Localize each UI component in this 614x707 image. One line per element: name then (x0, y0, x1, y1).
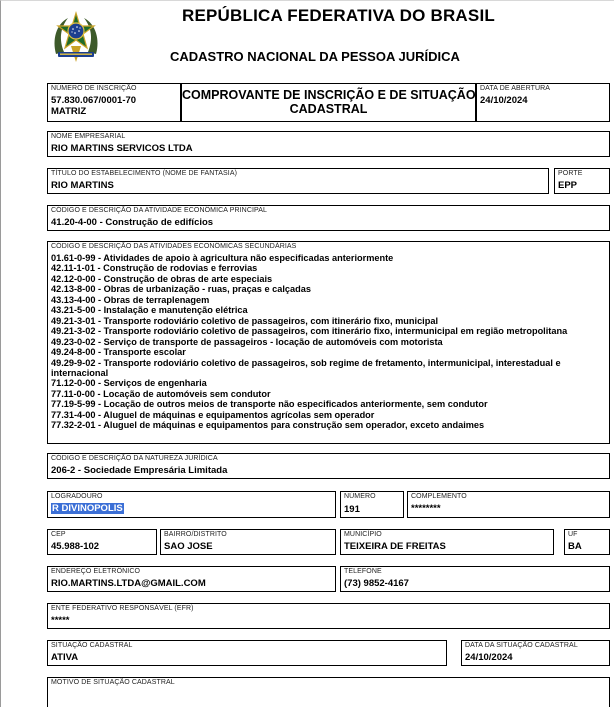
list-item: 42.11-1-01 - Construção de rodovias e ferrovias (51, 263, 258, 274)
logradouro-label: LOGRADOURO (51, 493, 103, 500)
efr-box (47, 603, 610, 629)
list-item: internacional (51, 367, 109, 378)
telefone-box (340, 566, 610, 592)
list-item: 49.21-3-01 - Transporte rodoviário coletivo de passageiros, com itinerário fixo, municipal (51, 315, 439, 326)
fantasia-box (47, 168, 549, 194)
atividade-principal-value: 41.20-4-00 - Construção de edifícios (51, 217, 214, 228)
nome-empresarial-label: NOME EMPRESARIAL (51, 133, 126, 140)
situacao-box (47, 640, 447, 666)
nome-empresarial-box (47, 131, 610, 157)
uf-label: UF (568, 531, 578, 538)
list-item: 49.23-0-02 - Serviço de transporte de passageiros - locação de automóveis com motorista (51, 336, 443, 347)
data-situacao-value: 24/10/2024 (465, 652, 513, 663)
list-item: 49.21-3-02 - Transporte rodoviário coletivo de passageiros, com itinerário fixo, intermunicipal em região metropolitana (51, 326, 568, 337)
trade-name: RIO MARTINS (51, 180, 114, 191)
natureza-juridica-label: CÓDIGO E DESCRIÇÃO DA NATUREZA JURÍDICA (51, 455, 218, 462)
porte-value: EPP (558, 180, 578, 191)
abertura-label: DATA DE ABERTURA (480, 85, 551, 92)
email-label: ENDEREÇO ELETRÔNICO (51, 568, 141, 575)
numero-label: NÚMERO (344, 493, 376, 500)
list-item: 01.61-0-99 - Atividades de apoio à agricultura não especificadas anteriormente (51, 253, 394, 263)
data-situacao-box (461, 640, 610, 666)
establishment-type: MATRIZ (51, 106, 87, 117)
list-item: 77.32-2-01 - Aluguel de máquinas e equipamentos para construção sem operador, exceto andaimes (51, 420, 485, 431)
fantasia-label: TÍTULO DO ESTABELECIMENTO (NOME DE FANTASIA) (51, 170, 238, 177)
list-item: 77.31-4-00 - Aluguel de máquinas e equipamentos agrícolas sem operador (51, 409, 375, 420)
municipio-value: TEIXEIRA DE FREITAS (344, 541, 446, 552)
comprovante-title-line1: COMPROVANTE DE INSCRIÇÃO E DE SITUAÇÃO (182, 88, 476, 102)
complemento-label: COMPLEMENTO (411, 493, 467, 500)
cep-box (47, 529, 157, 555)
email-box (47, 566, 336, 592)
efr-value: ***** (51, 615, 70, 626)
republic-title: REPÚBLICA FEDERATIVA DO BRASIL (182, 6, 495, 25)
porte-box (554, 168, 610, 194)
bairro-box (160, 529, 336, 555)
abertura-date: 24/10/2024 (480, 95, 528, 106)
list-item: 77.19-5-99 - Locação de outros meios de transporte não especificados anteriormente, sem condutor (51, 399, 488, 410)
telefone-label: TELEFONE (344, 568, 382, 575)
municipio-label: MUNICÍPIO (344, 531, 382, 538)
list-item: 49.29-9-02 - Transporte rodoviário coletivo de passageiros, sob regime de fretamento, intermunicipal, interestadual e (51, 357, 561, 368)
situacao-label: SITUAÇÃO CADASTRAL (51, 642, 133, 649)
motivo-label: MOTIVO DE SITUAÇÃO CADASTRAL (51, 679, 175, 686)
complemento-value: ******** (411, 503, 441, 514)
complemento-box (407, 491, 610, 518)
uf-value: BA (568, 541, 582, 552)
list-item: 71.12-0-00 - Serviços de engenharia (51, 378, 207, 389)
telefone-value: (73) 9852-4167 (344, 578, 409, 589)
logradouro-value-wrap (51, 503, 124, 514)
numero-box (340, 491, 404, 518)
porte-label: PORTE (558, 170, 583, 177)
street-name[interactable]: R DIVINOPOLIS (52, 503, 123, 514)
situacao-value: ATIVA (51, 652, 79, 663)
brazil-coat-of-arms-icon (50, 10, 102, 66)
atividade-principal-label: CÓDIGO E DESCRIÇÃO DA ATIVIDADE ECONÔMICA PRINCIPAL (51, 207, 268, 214)
municipio-box (340, 529, 554, 555)
data-situacao-label: DATA DA SITUAÇÃO CADASTRAL (465, 642, 578, 649)
list-item: 49.24-8-00 - Transporte escolar (51, 347, 186, 358)
bairro-value: SAO JOSE (164, 541, 213, 552)
list-item: 77.11-0-00 - Locação de automóveis sem condutor (51, 388, 271, 399)
inscricao-box (47, 83, 181, 122)
cep-value: 45.988-102 (51, 541, 100, 552)
list-item: 42.13-8-00 - Obras de urbanização - ruas, praças e calçadas (51, 284, 311, 295)
natureza-juridica-value: 206-2 - Sociedade Empresária Limitada (51, 465, 228, 476)
atividade-principal-box (47, 205, 610, 231)
efr-label: ENTE FEDERATIVO RESPONSÁVEL (EFR) (51, 605, 194, 612)
street-number: 191 (344, 504, 360, 515)
cep-label: CEP (51, 531, 66, 538)
motivo-box (47, 677, 610, 707)
comprovante-title-line2: CADASTRAL (289, 102, 368, 116)
inscricao-label: NÚMERO DE INSCRIÇÃO (51, 85, 137, 92)
atividades-secundarias-box (47, 241, 610, 444)
comprovante-box (181, 83, 476, 122)
uf-box (564, 529, 610, 555)
cnpj-registry-title: CADASTRO NACIONAL DA PESSOA JURÍDICA (170, 49, 460, 64)
atividades-secundarias-label: CÓDIGO E DESCRIÇÃO DAS ATIVIDADES ECONÔMICAS SECUNDÁRIAS (51, 243, 297, 250)
company-name: RIO MARTINS SERVICOS LTDA (51, 143, 193, 154)
abertura-box (476, 83, 610, 122)
email-value: RIO.MARTINS.LTDA@GMAIL.COM (51, 578, 206, 589)
atividades-secundarias-list (51, 253, 567, 431)
cnpj-number: 57.830.067/0001-70 (51, 95, 137, 106)
natureza-juridica-box (47, 453, 610, 479)
bairro-label: BAIRRO/DISTRITO (164, 531, 227, 538)
logradouro-box (47, 491, 336, 518)
list-item: 43.21-5-00 - Instalação e manutenção elétrica (51, 305, 248, 316)
list-item: 42.12-0-00 - Construção de obras de arte especiais (51, 273, 273, 284)
list-item: 43.13-4-00 - Obras de terraplenagem (51, 294, 210, 305)
